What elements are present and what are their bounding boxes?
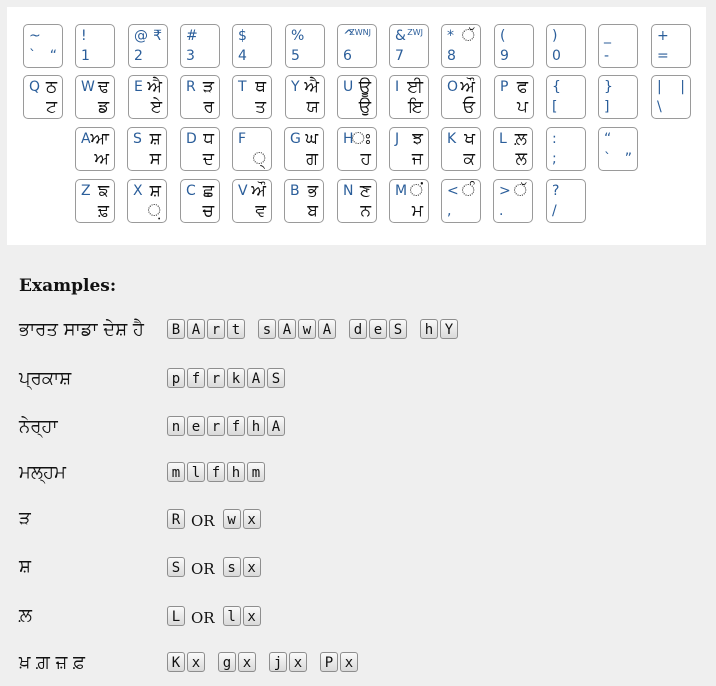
key-row4-4[interactable] [284, 179, 324, 223]
key-label-br: ਪ [517, 97, 528, 117]
key-sequence [420, 319, 460, 339]
keycap: f [187, 368, 205, 388]
key-label-br: ਵ [255, 201, 266, 221]
key-row3-2[interactable] [180, 127, 220, 171]
key-label-br: ਅ [94, 149, 109, 169]
key-row3-0[interactable] [75, 127, 115, 171]
key-label-bl: 7 [395, 48, 404, 64]
key-label-bl: , [447, 203, 452, 219]
key-sequence [349, 319, 409, 339]
example-word: ਨੇਰ੍ਹਾ [19, 416, 58, 437]
key-sequence [258, 319, 338, 339]
key-label-tr: | [680, 79, 685, 95]
key-label-tl: } [604, 79, 613, 95]
or-label: OR [191, 609, 215, 627]
key-row3-3[interactable] [232, 127, 272, 171]
key-row3-6[interactable] [389, 127, 429, 171]
keycap: w [298, 319, 316, 339]
keycap: h [227, 462, 245, 482]
keycap: p [167, 368, 185, 388]
key-row2-1[interactable] [75, 75, 115, 119]
key-sequence [269, 652, 309, 672]
key-sequence [223, 509, 263, 529]
key-label-tl: D [186, 131, 197, 147]
key-label-tl: E [134, 79, 143, 95]
key-row4-5[interactable] [337, 179, 377, 223]
key-label-br: ਓ [462, 97, 475, 117]
key-row4-8[interactable] [493, 179, 533, 223]
key-row2-6[interactable] [337, 75, 377, 119]
key-label-bl: ; [552, 151, 557, 167]
key-label-tl: F [238, 131, 247, 147]
key-row1-3[interactable] [180, 24, 220, 68]
key-row1-5[interactable] [285, 24, 325, 68]
key-label-tl: G [290, 131, 301, 147]
key-label-tl: Z [81, 183, 91, 199]
key-label-tl: # [186, 28, 198, 44]
key-label-bl: 9 [500, 48, 509, 64]
example-word: ਖ਼ ਗ਼ ਜ਼ ਫ਼ [19, 652, 85, 673]
key-sequence [167, 606, 187, 626]
key-label-br: ਲ [515, 149, 527, 169]
key-label-tl: % [291, 28, 305, 44]
key-label-br: “ [49, 48, 57, 64]
key-label-tl: X [133, 183, 143, 199]
key-label-tl: | [657, 79, 662, 95]
key-label-tl: W [81, 79, 95, 95]
key-label-tl: N [343, 183, 354, 199]
keycap: l [187, 462, 205, 482]
key-label-tl: A [81, 131, 91, 147]
key-label-tl: < [447, 183, 459, 199]
keycap: A [267, 416, 285, 436]
key-row2-12[interactable] [651, 75, 691, 119]
key-label-tl: + [657, 28, 669, 44]
key-label-tr: ਘ [305, 129, 318, 149]
key-label-bl: / [552, 203, 557, 219]
key-row4-3[interactable] [232, 179, 272, 223]
key-label-tl: & [395, 28, 406, 44]
key-label-tr: ਔ [460, 77, 475, 97]
keycap: h [247, 416, 265, 436]
key-label-bl: 4 [238, 48, 247, 64]
keycap: Y [440, 319, 458, 339]
keycap: L [167, 606, 185, 626]
keycap: x [289, 652, 307, 672]
key-label-tl: ? [552, 183, 560, 199]
key-label-bl: 3 [186, 48, 195, 64]
key-row2-8[interactable] [441, 75, 481, 119]
key-label-bl: 0 [552, 48, 561, 64]
key-label-br: ਬ [307, 201, 318, 221]
key-row4-2[interactable] [180, 179, 220, 223]
key-sequence [167, 319, 247, 339]
example-word: ਭਾਰਤ ਸਾਡਾ ਦੇਸ਼ ਹੈ [19, 319, 144, 340]
key-row3-8[interactable] [493, 127, 533, 171]
key-label-tr: ੱ [513, 181, 527, 201]
key-row3-7[interactable] [441, 127, 481, 171]
key-row2-7[interactable] [389, 75, 429, 119]
keycap: r [207, 416, 225, 436]
keycap: l [223, 606, 241, 626]
key-label-tl: I [395, 79, 400, 95]
key-label-tl: U [343, 79, 354, 95]
key-sequence [320, 652, 360, 672]
examples-title: Examples: [19, 276, 117, 296]
key-label-tl: { [552, 79, 561, 95]
keycap: x [243, 509, 261, 529]
key-label-tr: ₹ [153, 28, 162, 44]
key-label-tl: S [133, 131, 142, 147]
example-word: ਮਲ੍ਹਮ [19, 462, 66, 483]
key-label-bl: - [604, 48, 610, 64]
keycap: S [167, 557, 185, 577]
key-sequence [223, 606, 263, 626]
key-row2-3[interactable] [180, 75, 220, 119]
key-label-tr: ਙ [97, 181, 109, 201]
keycap: h [420, 319, 438, 339]
keycap: B [167, 319, 185, 339]
key-label-tr: ੜ [202, 77, 214, 97]
keycap: m [167, 462, 185, 482]
key-label-tl: C [186, 183, 196, 199]
key-label-tr: ਣ [359, 181, 371, 201]
keycap: S [267, 368, 285, 388]
key-label-tl: @ [134, 28, 148, 44]
key-row3-5[interactable] [337, 127, 377, 171]
key-label-br: ਚ [202, 201, 214, 221]
key-label-tl: _ [604, 28, 611, 44]
keycap: A [278, 319, 296, 339]
key-label-tr: ਃ [351, 129, 371, 149]
key-label-bl: \ [657, 99, 662, 115]
key-label-tr: ਠ [45, 77, 57, 97]
key-label-tr: ਢ [97, 77, 109, 97]
key-row2-10[interactable] [546, 75, 586, 119]
key-label-tr: ਸ਼ [149, 129, 161, 149]
key-row2-5[interactable] [285, 75, 325, 119]
key-label-br: ਰ [203, 97, 214, 117]
key-label-tl: B [290, 183, 300, 199]
key-label-br: ਢ਼ [97, 201, 109, 221]
key-label-br: ਮ [411, 201, 423, 221]
keycap: x [340, 652, 358, 672]
keycap: A [187, 319, 205, 339]
example-keys [167, 605, 274, 627]
keycap: e [369, 319, 387, 339]
key-label-tl: M [395, 183, 408, 199]
keycap: n [167, 416, 185, 436]
key-label-tr: ਔ [251, 181, 266, 201]
key-label-br: ਹ [360, 149, 371, 169]
key-row4-7[interactable] [441, 179, 481, 223]
key-label-tr: ਲ਼ [514, 129, 527, 149]
key-row2-11[interactable] [598, 75, 638, 119]
key-row1-7[interactable] [389, 24, 429, 68]
key-row1-12[interactable] [651, 24, 691, 68]
key-row2-0[interactable] [23, 75, 63, 119]
example-word: ਸ਼ [19, 556, 31, 577]
key-row3-1[interactable] [127, 127, 167, 171]
key-label-br: ” [624, 151, 632, 167]
key-label-tl: K [447, 131, 457, 147]
key-label-br: ਤ [255, 97, 266, 117]
key-row1-11[interactable] [598, 24, 638, 68]
key-label-tr: ਫ [516, 77, 528, 97]
key-label-br: ਜ [411, 149, 423, 169]
key-sequence [167, 416, 287, 436]
key-label-tl: : [552, 131, 557, 147]
key-row1-4[interactable] [232, 24, 272, 68]
key-label-tr: ਝ [412, 129, 423, 149]
key-sequence [223, 557, 263, 577]
key-label-tr: ਸ਼ [149, 181, 161, 201]
key-label-tr: ਭ [307, 181, 318, 201]
key-label-tl: ! [81, 28, 87, 44]
key-label-tl: O [447, 79, 459, 95]
key-sequence [167, 652, 207, 672]
key-label-bl: 1 [81, 48, 90, 64]
key-label-tl: ( [500, 28, 506, 44]
key-row1-1[interactable] [75, 24, 115, 68]
keycap: x [187, 652, 205, 672]
keycap: d [349, 319, 367, 339]
key-row3-4[interactable] [284, 127, 324, 171]
key-label-br: ਟ [46, 97, 57, 117]
key-sequence [218, 652, 258, 672]
key-label-tr: ਖ [464, 129, 475, 149]
key-row4-0[interactable] [75, 179, 115, 223]
key-label-bl: [ [552, 99, 558, 115]
keycap: s [258, 319, 276, 339]
key-label-tr: ਆ [90, 129, 109, 149]
key-label-tr: ਛ [202, 181, 214, 201]
key-row1-9[interactable] [494, 24, 534, 68]
keycap: f [227, 416, 245, 436]
key-label-bl: ` [604, 151, 611, 167]
key-sequence [167, 462, 267, 482]
key-label-tl: “ [604, 131, 612, 147]
keycap: g [218, 652, 236, 672]
key-label-tl: L [499, 131, 507, 147]
keycap: R [167, 509, 185, 529]
keycap: K [167, 652, 185, 672]
example-word: ਲ਼ [19, 605, 32, 626]
example-keys [167, 652, 371, 672]
keycap: A [318, 319, 336, 339]
keyboard-layout [7, 7, 706, 245]
key-label-br: ਗ [306, 149, 318, 169]
keycap: m [247, 462, 265, 482]
key-label-tl: P [500, 79, 509, 95]
key-label-tl: V [238, 183, 248, 199]
key-label-bl: = [657, 48, 669, 64]
key-label-tl: ~ [29, 28, 41, 44]
key-row3-10[interactable] [598, 127, 638, 171]
key-label-tr: ਐ [147, 77, 162, 97]
example-keys [167, 319, 471, 339]
key-label-tr: ੰ [461, 181, 475, 201]
example-keys [167, 416, 298, 436]
key-label-tl: > [499, 183, 511, 199]
key-label-br: ਸ [149, 149, 161, 169]
key-label-bl: ] [604, 99, 610, 115]
key-label-tl: Y [291, 79, 300, 95]
key-row4-6[interactable] [389, 179, 429, 223]
key-label-tl: Q [29, 79, 41, 95]
key-label-tl: ) [552, 28, 558, 44]
key-label-bl: 6 [343, 48, 352, 64]
or-label: OR [191, 560, 215, 578]
key-label-tr: ਊ [358, 77, 371, 97]
key-row2-9[interactable] [494, 75, 534, 119]
key-row4-1[interactable] [127, 179, 167, 223]
keycap: f [207, 462, 225, 482]
keycap: x [243, 557, 261, 577]
keycap: j [269, 652, 287, 672]
key-label-br: ਕ [463, 149, 475, 169]
keycap: x [243, 606, 261, 626]
key-label-tr: ਐ [304, 77, 319, 97]
key-label-bl: 8 [447, 48, 456, 64]
key-label-tr: ੱ [461, 26, 475, 46]
keycap: r [207, 368, 225, 388]
example-keys [167, 508, 274, 530]
key-label-br: ਡ [97, 97, 109, 117]
key-sequence [167, 509, 187, 529]
key-row2-4[interactable] [232, 75, 272, 119]
key-label-tl: J [395, 131, 400, 147]
example-word: ੜ [19, 508, 31, 529]
key-label-br: ਼ [147, 201, 161, 221]
key-row2-2[interactable] [128, 75, 168, 119]
example-word: ਪ੍ਰਕਾਸ਼ [19, 368, 72, 389]
keycap: s [223, 557, 241, 577]
key-label-tl: H [343, 131, 354, 147]
key-label-br: ਯ [306, 97, 319, 117]
key-label-tl: $ [238, 28, 247, 44]
key-label-tr: ਧ [203, 129, 214, 149]
key-label-tl: R [186, 79, 196, 95]
keycap: S [389, 319, 407, 339]
key-row4-9[interactable] [546, 179, 586, 223]
example-keys [167, 556, 274, 578]
keycap: P [320, 652, 338, 672]
key-label-tr: ਈ [407, 77, 423, 97]
key-label-tr: ਥ [255, 77, 266, 97]
key-label-br: ਇ [408, 97, 423, 117]
key-label-br: ਨ [360, 201, 371, 221]
key-row3-9[interactable] [546, 127, 586, 171]
keycap: A [247, 368, 265, 388]
key-label-tr: ਂ [409, 181, 423, 201]
key-label-tl: * [447, 28, 454, 44]
key-label-tr: ZWJ [407, 28, 423, 37]
key-row1-8[interactable] [441, 24, 481, 68]
keycap: t [227, 319, 245, 339]
keycap: w [223, 509, 241, 529]
key-label-bl: 2 [134, 48, 143, 64]
key-label-br: ਉ [358, 97, 371, 117]
key-label-br: ਏ [150, 97, 162, 117]
keycap: k [227, 368, 245, 388]
key-row1-10[interactable] [546, 24, 586, 68]
key-sequence [167, 557, 187, 577]
key-label-tl: ^ [343, 28, 355, 44]
key-label-bl: 5 [291, 48, 300, 64]
key-label-br: ਦ [202, 149, 214, 169]
key-row1-0[interactable] [23, 24, 63, 68]
keycap: x [238, 652, 256, 672]
key-label-tl: T [238, 79, 247, 95]
key-row1-6[interactable] [337, 24, 377, 68]
keycap: r [207, 319, 225, 339]
example-keys [167, 368, 298, 388]
keycap: e [187, 416, 205, 436]
key-sequence [167, 368, 287, 388]
key-label-bl: ` [29, 48, 36, 64]
key-row1-2[interactable] [128, 24, 168, 68]
or-label: OR [191, 512, 215, 530]
key-label-tr: ZWNJ [349, 28, 371, 37]
key-label-bl: . [499, 203, 504, 219]
example-keys [167, 462, 278, 482]
key-label-br: ੍ [252, 149, 266, 169]
